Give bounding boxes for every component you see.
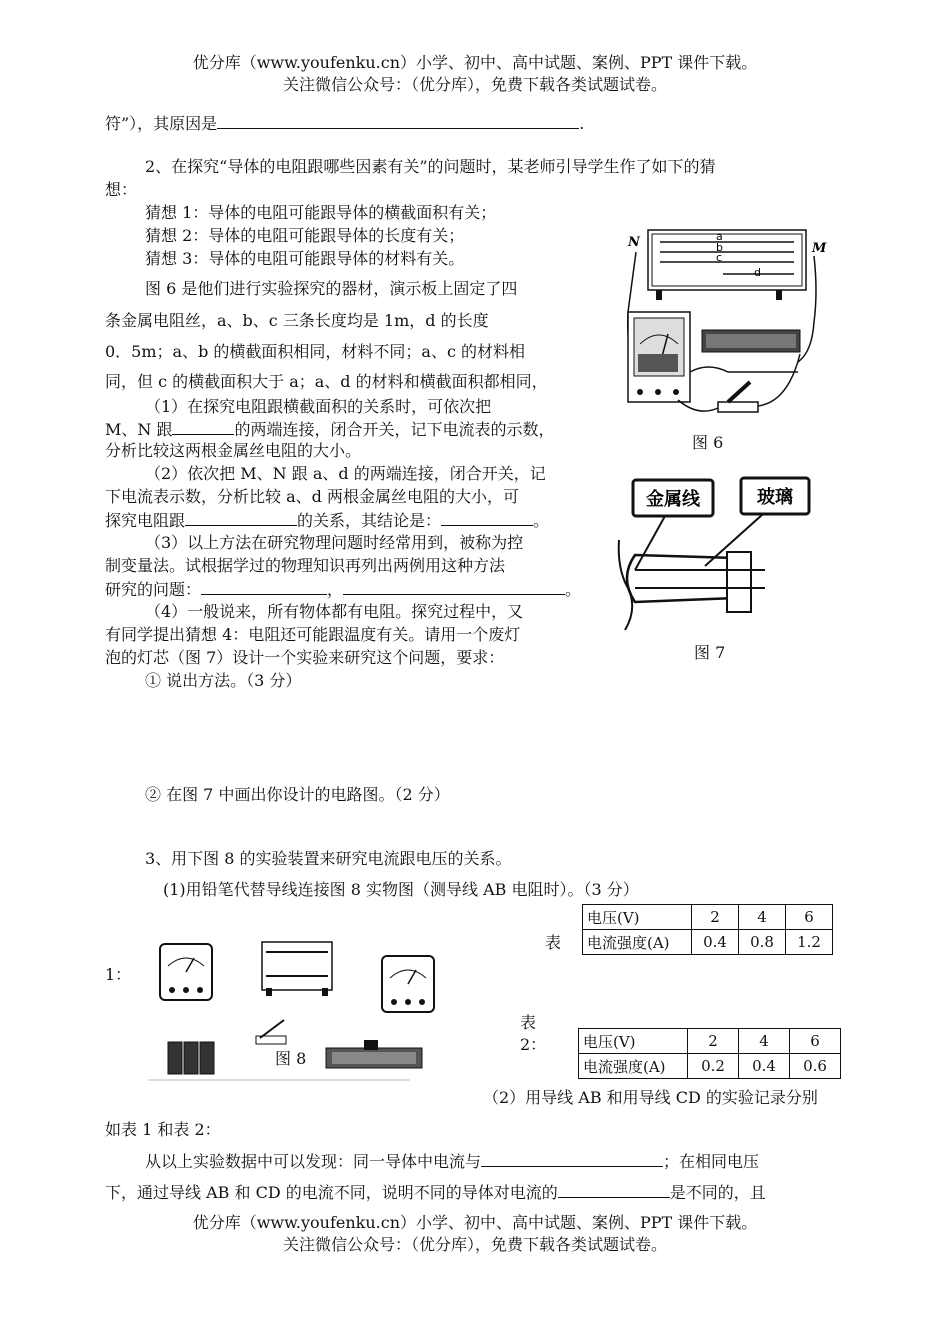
label-metal-wire: 金属线 — [646, 489, 700, 510]
table-cell: 0.4 — [692, 930, 739, 955]
table-cell: 0.6 — [790, 1054, 841, 1079]
answer-blank[interactable] — [441, 509, 533, 526]
q3-conclusion-b1: 下，通过导线 AB 和 CD 的电流不同，说明不同的导体对电流的 — [105, 1183, 558, 1202]
table-cell: 电流强度(A) — [583, 930, 692, 955]
answer-blank[interactable] — [558, 1181, 670, 1198]
q2-part4-c: 泡的灯芯（图 7）设计一个实验来研究这个问题，要求： — [105, 648, 505, 667]
table-row — [579, 1054, 841, 1079]
terminal-m-label: M — [812, 241, 827, 256]
q2-part3-b: 制变量法。试根据学过的物理知识再列出两例用这种方法 — [105, 556, 506, 575]
q2-intro-2: 想： — [105, 180, 138, 199]
q2-part1-a: （1）在探究电阻跟横截面积的关系时，可依次把 — [145, 397, 492, 416]
table-2-label-b: 2： — [520, 1035, 547, 1054]
requirement-2: ② 在图 7 中画出你设计的电路图。（2 分） — [145, 785, 450, 804]
desc-4: 同，但 c 的横截面积大于 a；a、d 的材料和横截面积都相同， — [105, 372, 548, 391]
ammeter-device — [160, 944, 212, 1000]
q2-part1-b — [105, 418, 555, 441]
requirement-1: ① 说出方法。（3 分） — [145, 671, 302, 690]
q2-part2-c — [105, 509, 549, 532]
q3-intro: 3、用下图 8 的实验装置来研究电流跟电压的关系。 — [145, 849, 512, 868]
table-cell: 6 — [786, 905, 833, 930]
q2-part3-c3: 。 — [565, 580, 582, 599]
rheostat-device — [326, 1040, 422, 1068]
figure-8-caption: 图 8 — [275, 1049, 307, 1068]
q3-part2-b: 如表 1 和表 2： — [105, 1120, 221, 1139]
table-1-label: 表 — [545, 933, 562, 952]
q2-part4-a: （4）一般说来，所有物体都有电阻。探究过程中，又 — [145, 602, 524, 621]
header-line-1: 优分库（www.youfenku.cn）小学、初中、高中试题、案例、PPT 课件下载。 — [192, 53, 758, 72]
terminal-n-label: N — [628, 235, 640, 250]
q2-part1-b1: M、N 跟 — [105, 420, 173, 439]
q2-part3-c2: ， — [327, 580, 344, 599]
table-2-label: 表 — [520, 1013, 537, 1032]
guess-3: 猜想 3：导体的电阻可能跟导体的材料有关。 — [145, 249, 465, 268]
voltmeter-device — [382, 956, 434, 1012]
q1-tail — [105, 112, 584, 135]
desc-2: 条金属电阻丝，a、b、c 三条长度均是 1m，d 的长度 — [105, 311, 489, 330]
table-row — [583, 930, 833, 955]
table-cell: 1.2 — [786, 930, 833, 955]
q3-conclusion-a — [145, 1150, 759, 1173]
table-cell: 4 — [739, 1029, 790, 1054]
table-cell: 0.8 — [739, 930, 786, 955]
answer-blank[interactable] — [172, 418, 234, 435]
footer-line-2: 关注微信公众号：（优分库），免费下载各类试题试卷。 — [282, 1235, 667, 1254]
q2-part3-c1: 研究的问题： — [105, 580, 202, 599]
q2-part3-a: （3）以上方法在研究物理问题时经常用到，被称为控 — [145, 533, 524, 552]
table-cell: 2 — [688, 1029, 739, 1054]
q2-part2-c3: 。 — [533, 511, 550, 530]
header-line-2: 关注微信公众号：（优分库），免费下载各类试题试卷。 — [282, 75, 667, 94]
table-row — [583, 905, 833, 930]
desc-3: 0．5m；a、b 的横截面积相同，材料不同；a、c 的材料相 — [105, 342, 525, 361]
q2-part1-b2: 的两端连接，闭合开关，记下电流表的示数， — [234, 420, 555, 439]
answer-blank[interactable] — [201, 578, 327, 595]
q1-tail-end: . — [579, 114, 585, 133]
answer-blank[interactable] — [343, 578, 565, 595]
table-cell: 0.2 — [688, 1054, 739, 1079]
q3-conclusion-b2: 是不同的，且 — [669, 1183, 766, 1202]
resistance-board — [262, 942, 332, 996]
switch-device — [256, 1020, 286, 1044]
guess-2: 猜想 2：导体的电阻可能跟导体的长度有关； — [145, 226, 465, 245]
table-cell: 电压(V) — [583, 905, 692, 930]
answer-blank[interactable] — [185, 509, 297, 526]
table-1-label-b: 1： — [105, 965, 132, 984]
q3-conclusion-a1: 从以上实验数据中可以发现：同一导体中电流与 — [145, 1152, 482, 1171]
answer-blank[interactable] — [217, 112, 579, 129]
table-2 — [578, 1028, 841, 1079]
q3-part2-a: （2）用导线 AB 和用导线 CD 的实验记录分别 — [483, 1088, 818, 1107]
q2-part2-c1: 探究电阻跟 — [105, 511, 186, 530]
answer-blank[interactable] — [481, 1150, 663, 1167]
footer-line-1: 优分库（www.youfenku.cn）小学、初中、高中试题、案例、PPT 课件下载。 — [192, 1213, 758, 1232]
q3-conclusion-a2: ；在相同电压 — [663, 1152, 760, 1171]
q2-intro-1: 2、在探究“导体的电阻跟哪些因素有关”的问题时，某老师引导学生作了如下的猜 — [145, 157, 716, 176]
table-cell: 0.4 — [739, 1054, 790, 1079]
table-1 — [582, 904, 833, 955]
wire-label-d: d — [754, 266, 761, 279]
q3-conclusion-b — [105, 1181, 766, 1204]
q2-part4-b: 有同学提出猜想 4：电阻还可能跟温度有关。请用一个废灯 — [105, 625, 521, 644]
q2-part1-c: 分析比较这两根金属丝电阻的大小。 — [105, 441, 362, 460]
q2-part3-c — [105, 578, 581, 601]
q1-tail-text: 符”），其原因是 — [105, 114, 218, 133]
table-cell: 2 — [692, 905, 739, 930]
desc-1: 图 6 是他们进行实验探究的器材，演示板上固定了四 — [145, 279, 518, 298]
wire-label-a: a — [716, 230, 723, 243]
table-row — [579, 1029, 841, 1054]
table-cell: 电流强度(A) — [579, 1054, 688, 1079]
q2-part2-c2: 的关系，其结论是： — [297, 511, 442, 530]
q3-part1: (1)用铅笔代替导线连接图 8 实物图（测导线 AB 电阻时）。（3 分） — [163, 880, 639, 899]
wire-label-b: b — [716, 241, 723, 254]
figure-6 — [618, 222, 833, 422]
wire-label-c: c — [716, 251, 723, 264]
guess-1: 猜想 1：导体的电阻可能跟导体的横截面积有关； — [145, 203, 497, 222]
table-cell: 电压(V) — [579, 1029, 688, 1054]
figure-7-caption: 图 7 — [694, 643, 726, 662]
table-cell: 4 — [739, 905, 786, 930]
figure-7 — [615, 470, 815, 640]
q2-part2-b: 下电流表示数，分析比较 a、d 两根金属丝电阻的大小，可 — [105, 487, 519, 506]
figure-6-caption: 图 6 — [692, 433, 724, 452]
label-glass: 玻璃 — [757, 487, 793, 508]
table-cell: 6 — [790, 1029, 841, 1054]
battery-pack — [168, 1042, 214, 1074]
q2-part2-a: （2）依次把 M、N 跟 a、d 的两端连接，闭合开关，记 — [145, 464, 546, 483]
